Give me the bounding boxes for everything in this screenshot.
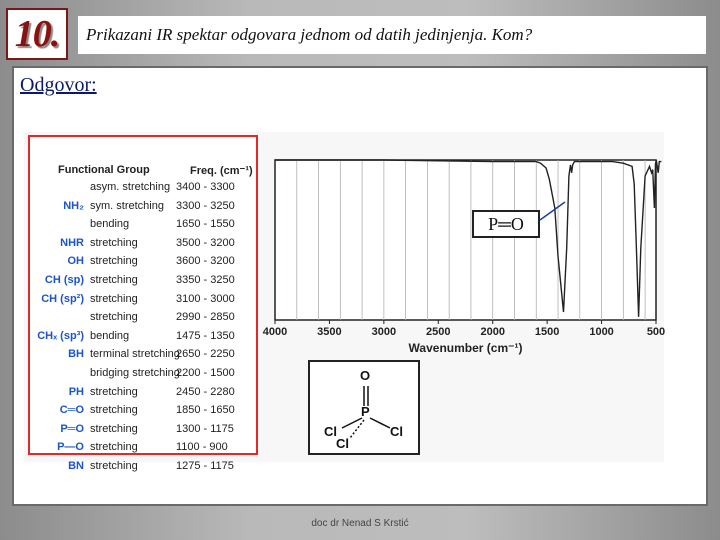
table-header-freq: Freq. (cm⁻¹) (190, 165, 253, 177)
slide-footer: doc dr Nenad S Krstić (311, 518, 409, 529)
table-row (30, 441, 256, 455)
table-cell-mode: stretching (90, 236, 138, 249)
table-cell-freq: 2450 - 2280 (176, 385, 235, 398)
table-cell-group: PH (68, 385, 84, 398)
x-tick-label: 1000 (589, 326, 614, 338)
table-cell-freq: 1275 - 1175 (176, 460, 234, 472)
table-cell-mode: stretching (90, 422, 138, 435)
x-tick-label: 3500 (317, 326, 342, 338)
table-row (30, 274, 256, 288)
table-cell-mode: stretching (90, 292, 138, 305)
table-row (30, 330, 256, 344)
table-cell-mode: bridging stretching (90, 367, 180, 379)
atom-phosphorus: P (361, 404, 370, 419)
table-cell-freq: 3500 - 3200 (176, 236, 235, 249)
slide-title-box (78, 16, 706, 54)
x-tick-label: 4000 (262, 326, 288, 338)
table-row (30, 404, 256, 418)
table-cell-mode: stretching (90, 311, 138, 324)
table-cell-mode: terminal stretching (90, 348, 180, 361)
answer-label: Odgovor: (20, 74, 97, 96)
x-tick-label: 3000 (371, 326, 397, 338)
table-cell-freq: 3400 - 3300 (176, 181, 235, 193)
table-cell-group: P═O (60, 422, 84, 435)
table-row (30, 181, 256, 195)
table-cell-freq: 3300 - 3250 (176, 199, 235, 212)
table-row (30, 237, 256, 251)
atom-oxygen: O (360, 368, 371, 383)
x-tick-label: 2500 (426, 326, 451, 338)
table-cell-group: OH (67, 255, 84, 268)
table-cell-freq: 1650 - 1550 (176, 218, 235, 231)
annotation-pointer (538, 200, 568, 222)
slide-number-badge (6, 8, 68, 60)
table-row (30, 386, 256, 400)
table-row (30, 293, 256, 307)
table-cell-mode: stretching (90, 385, 138, 398)
atom-chlorine-bottom: Cl (336, 436, 349, 451)
table-row (30, 423, 256, 437)
table-cell-group: CH (sp²) (41, 292, 84, 305)
x-tick-label: 500 (646, 326, 666, 338)
table-cell-mode: asym. stretching (90, 181, 171, 193)
table-cell-mode: stretching (90, 404, 138, 417)
table-cell-freq: 3600 - 3200 (176, 255, 235, 268)
slide-number: 10. (14, 13, 60, 55)
table-cell-mode: bending (90, 218, 130, 231)
atom-chlorine-left: Cl (324, 424, 337, 439)
table-cell-freq: 1300 - 1175 (176, 422, 234, 435)
table-cell-group: P—O (57, 441, 84, 454)
table-cell-group: NH₂ (63, 199, 84, 212)
x-axis-label: Wavenumber (cm⁻¹) (408, 341, 523, 355)
table-cell-group: BH (68, 348, 84, 361)
table-cell-freq: 1100 - 900 (176, 441, 228, 454)
po-annotation-box: P═O (472, 210, 540, 238)
table-header-group: Functional Group (58, 164, 150, 176)
ir-spectrum-chart (258, 150, 668, 360)
ir-reference-table (28, 135, 258, 472)
table-cell-group: CHₓ (sp³) (37, 329, 84, 342)
x-tick-label: 2000 (480, 326, 505, 338)
table-cell-group: CH (sp) (44, 274, 84, 286)
table-cell-mode: stretching (90, 441, 138, 454)
table-cell-mode: bending (90, 329, 130, 342)
table-cell-freq: 1475 - 1350 (176, 329, 235, 342)
table-cell-freq: 3350 - 3250 (176, 274, 235, 286)
table-cell-mode: sym. stretching (90, 199, 164, 212)
table-cell-group: BN (68, 460, 84, 472)
table-row (30, 200, 256, 214)
table-row (30, 348, 256, 362)
table-cell-freq: 3100 - 3000 (176, 292, 235, 305)
table-row (30, 255, 256, 269)
table-row (30, 367, 256, 381)
table-cell-group: C═O (59, 404, 84, 417)
table-cell-mode: stretching (90, 255, 138, 268)
table-row (30, 218, 256, 232)
table-cell-mode: stretching (90, 274, 138, 286)
table-row (30, 460, 256, 474)
table-row (30, 311, 256, 325)
slide-title: Prikazani IR spektar odgovara jednom od datih jedinjenja. Kom? (86, 25, 533, 44)
table-cell-freq: 2200 - 1500 (176, 367, 235, 379)
table-cell-mode: stretching (90, 460, 138, 472)
plot-area (275, 160, 656, 320)
table-cell-freq: 2990 - 2850 (176, 311, 235, 324)
table-cell-freq: 1850 - 1650 (176, 404, 235, 417)
molecule-structure (308, 360, 420, 455)
table-cell-freq: 2650 - 2250 (176, 348, 235, 361)
atom-chlorine-right: Cl (390, 424, 403, 439)
table-cell-group: NHR (60, 236, 84, 249)
x-tick-label: 1500 (534, 326, 560, 338)
